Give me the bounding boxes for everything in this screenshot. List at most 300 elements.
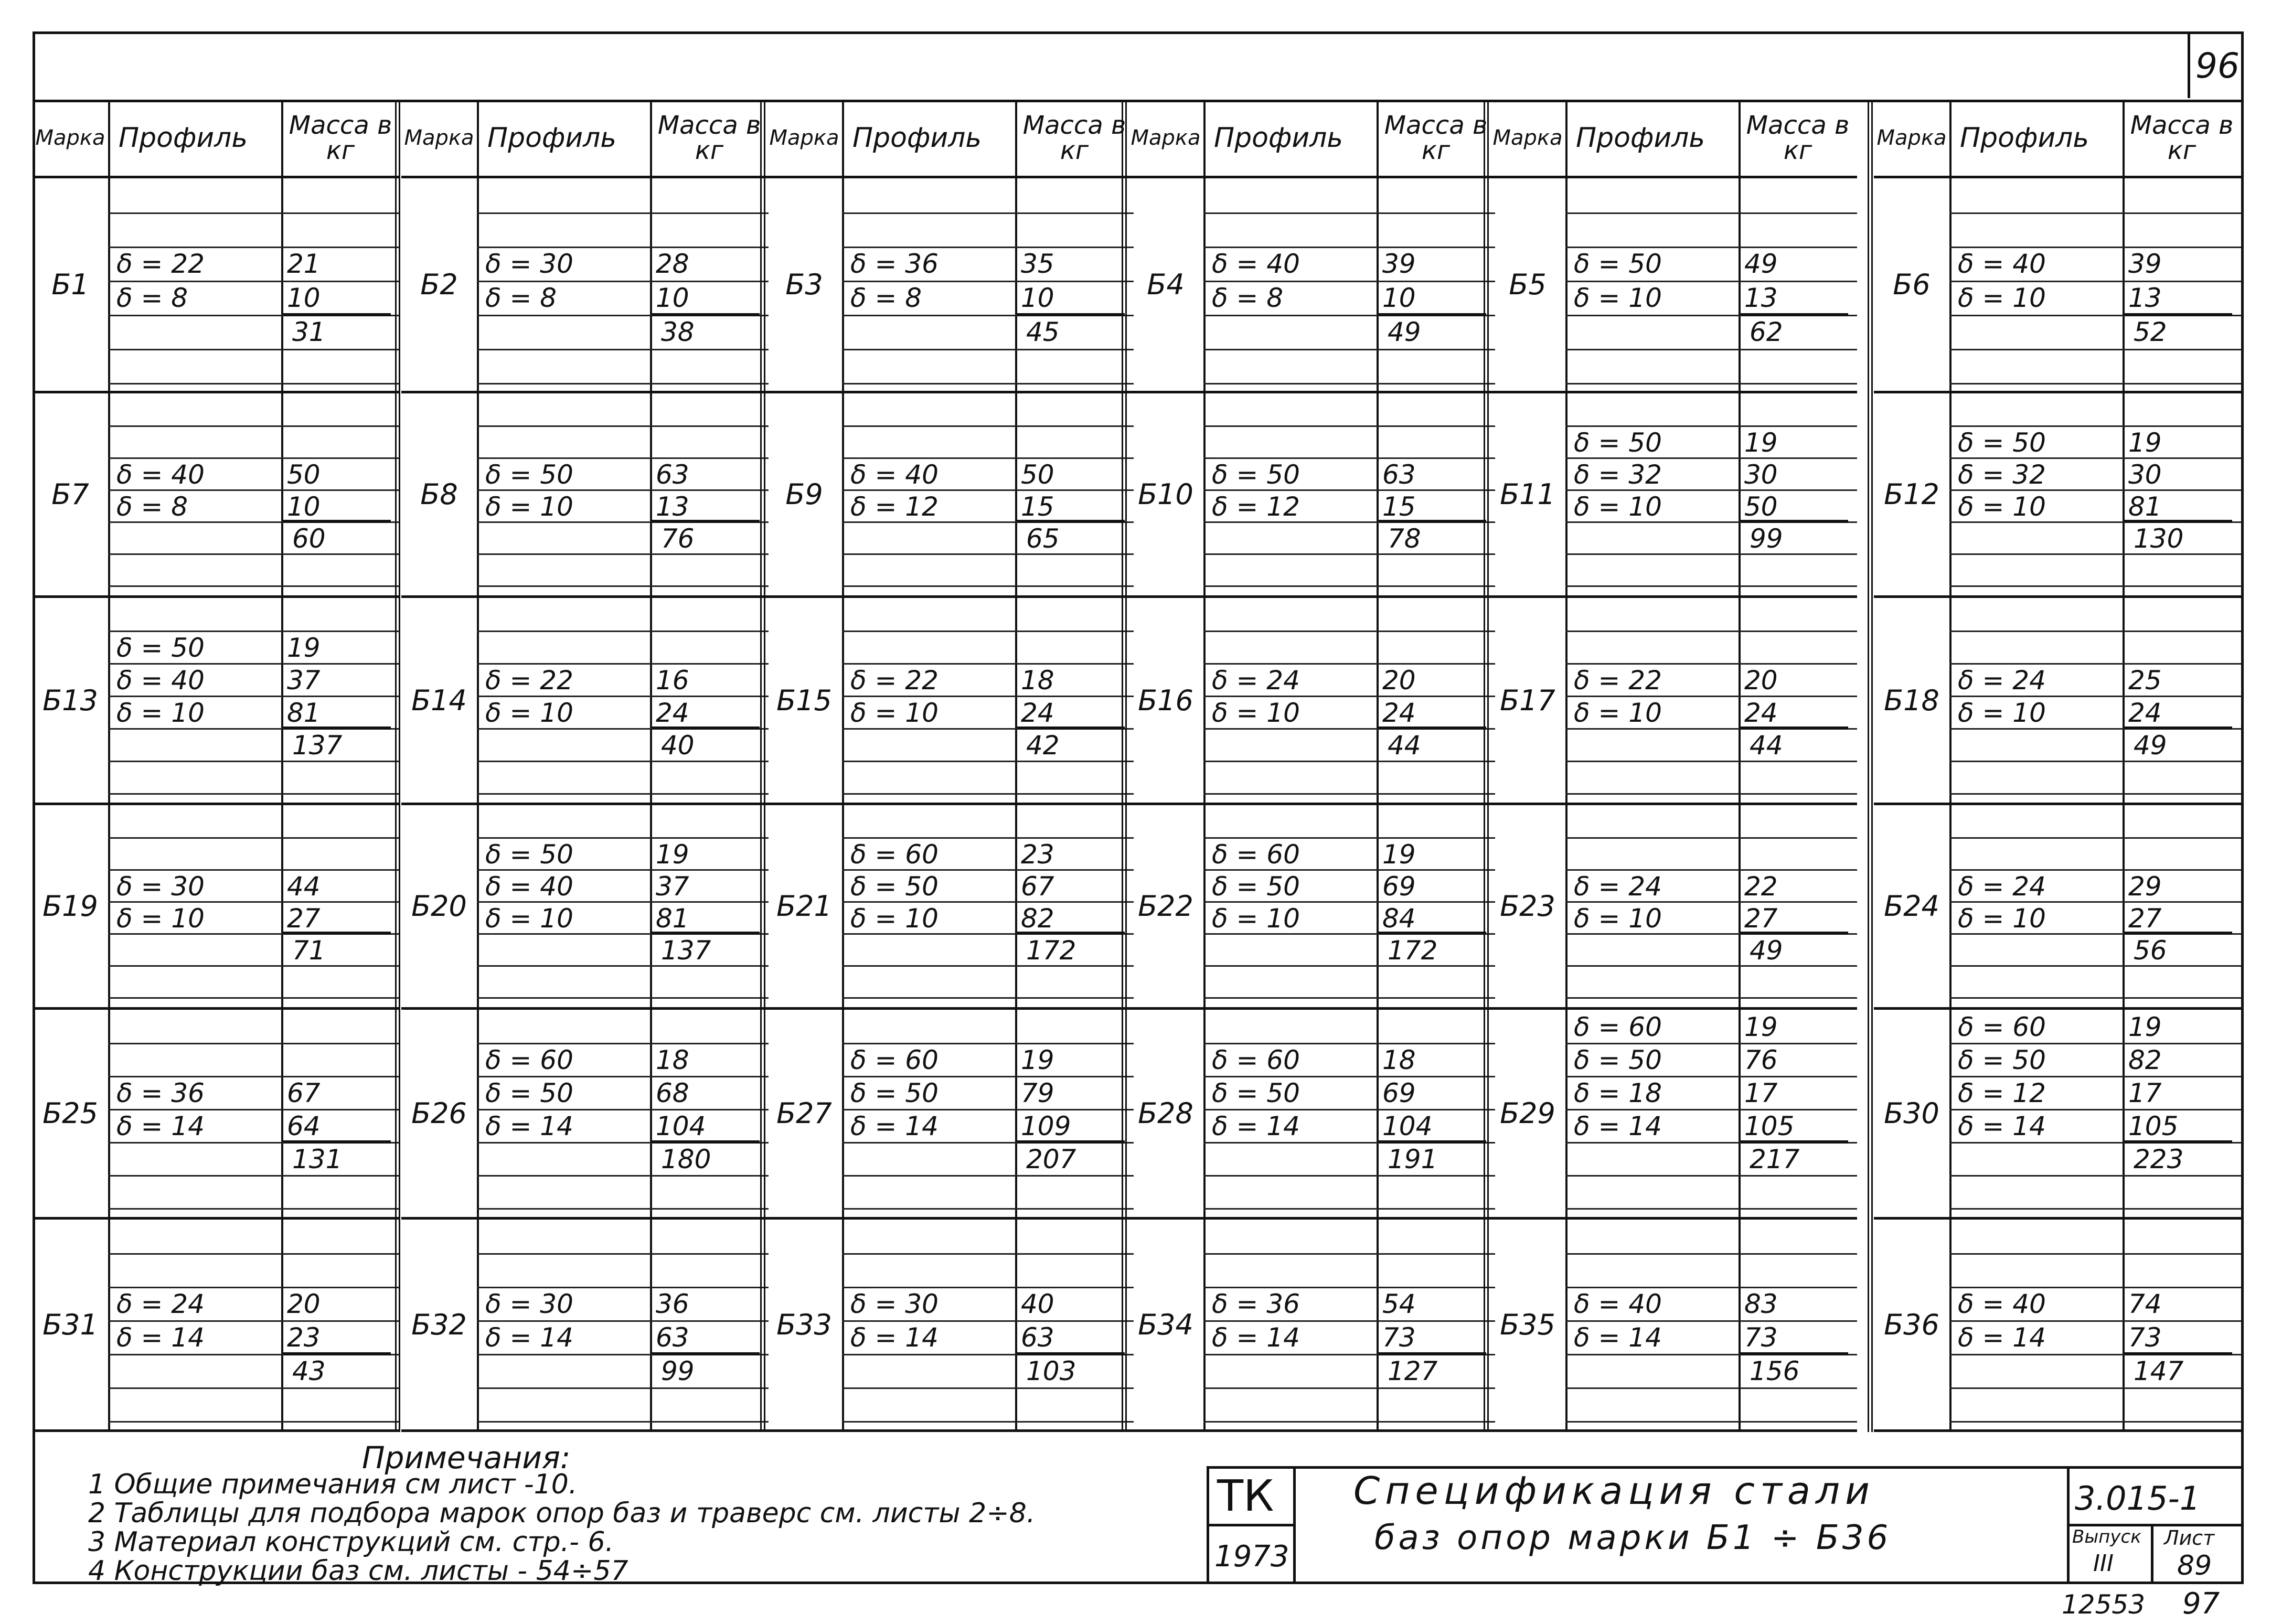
profile-value: δ = 50 — [850, 871, 939, 902]
mark-group — [766, 1220, 1134, 1432]
mass-value: 10 — [656, 283, 689, 313]
profile-value: δ = 10 — [116, 903, 205, 934]
profile-value: δ = 40 — [116, 665, 205, 696]
row-rule — [108, 1320, 400, 1322]
mark-group — [1490, 805, 1857, 1010]
profile-value: δ = 10 — [485, 903, 573, 934]
header-mark: Марка — [1492, 125, 1563, 150]
row-rule — [108, 1253, 400, 1255]
mass-value: 79 — [1021, 1078, 1054, 1108]
issue-number: III — [2093, 1550, 2114, 1577]
profile-value: δ = 14 — [1574, 1322, 1662, 1353]
header-profile: Профиль — [1960, 122, 2089, 154]
mark-label: Б34 — [1138, 1308, 1193, 1341]
mark-label: Б29 — [1500, 1097, 1555, 1130]
sheet-label: Лист — [2164, 1526, 2215, 1550]
mass-total: 172 — [1026, 935, 1076, 966]
row-rule — [1203, 1253, 1495, 1255]
row-rule — [1565, 696, 1857, 697]
mass-value: 63 — [656, 460, 689, 490]
mark-label: Б25 — [42, 1097, 98, 1130]
mass-value: 67 — [287, 1078, 321, 1108]
mass-value: 24 — [2128, 698, 2162, 728]
row-rule — [1203, 837, 1495, 839]
row-rule — [1565, 1109, 1857, 1110]
mass-total: 191 — [1388, 1144, 1438, 1174]
profile-value: δ = 12 — [1958, 1078, 2046, 1108]
row-rule — [1949, 553, 2241, 555]
mass-value: 24 — [1021, 698, 1054, 728]
row-rule — [108, 1175, 400, 1177]
row-rule — [108, 281, 400, 282]
row-rule — [842, 425, 1134, 427]
header-mark: Марка — [769, 125, 839, 150]
sum-rule — [2125, 520, 2232, 523]
profile-value: δ = 8 — [116, 283, 188, 313]
profile-value: δ = 36 — [850, 249, 939, 279]
mass-total: 42 — [1026, 730, 1060, 761]
mass-total: 71 — [292, 935, 326, 966]
row-rule — [1203, 631, 1495, 632]
mass-value: 73 — [1382, 1322, 1416, 1353]
row-rule — [1565, 1387, 1857, 1389]
mass-value: 23 — [1021, 839, 1054, 870]
mark-group — [766, 805, 1134, 1010]
header-mark: Марка — [35, 125, 105, 150]
mark-label: Б33 — [776, 1308, 832, 1341]
mass-total: 60 — [292, 523, 326, 554]
note-2: 2 Таблицы для подбора марок опор баз и траверс см. листы 2÷8. — [88, 1498, 1036, 1529]
row-rule — [477, 793, 769, 795]
mass-value: 84 — [1382, 903, 1416, 934]
mark-group — [33, 393, 400, 598]
mark-group — [401, 1220, 769, 1432]
profile-value: δ = 12 — [1212, 492, 1300, 522]
row-rule — [477, 1320, 769, 1322]
row-rule — [477, 1043, 769, 1044]
row-rule — [477, 383, 769, 384]
mass-value: 27 — [287, 903, 321, 934]
row-rule — [1203, 1320, 1495, 1322]
title-year: 1973 — [1214, 1540, 1289, 1574]
row-rule — [1203, 997, 1495, 999]
row-rule — [1203, 1076, 1495, 1077]
row-rule — [1949, 869, 2241, 871]
mark-label: Б18 — [1884, 683, 1939, 717]
profile-value: δ = 30 — [116, 871, 205, 902]
header-mass: Масса в кг — [289, 110, 392, 165]
mark-label: Б35 — [1500, 1308, 1555, 1341]
mass-value: 35 — [1021, 249, 1054, 279]
row-rule — [1565, 1421, 1857, 1423]
profile-value: δ = 14 — [850, 1111, 939, 1141]
mass-total: 103 — [1026, 1356, 1076, 1386]
profile-value: δ = 10 — [1958, 283, 2046, 313]
profile-value: δ = 40 — [1212, 249, 1300, 279]
profile-value: δ = 10 — [485, 492, 573, 522]
mark-label: Б13 — [42, 683, 98, 717]
header-profile: Профиль — [119, 122, 248, 154]
profile-value: δ = 18 — [1574, 1078, 1662, 1108]
row-rule — [108, 965, 400, 967]
mark-group — [1490, 178, 1857, 393]
mark-group — [1490, 393, 1857, 598]
sum-rule — [283, 726, 391, 730]
footer-page: 97 — [2182, 1587, 2220, 1621]
row-rule — [1949, 1287, 2241, 1288]
title-org: ТК — [1217, 1471, 1274, 1521]
profile-value: δ = 10 — [1958, 492, 2046, 522]
row-rule — [1203, 663, 1495, 665]
mark-label: Б19 — [42, 890, 98, 923]
mass-value: 25 — [2128, 665, 2162, 696]
row-rule — [842, 247, 1134, 248]
mass-value: 40 — [1021, 1289, 1054, 1319]
mass-value: 104 — [656, 1111, 706, 1141]
sum-rule — [1379, 313, 1486, 316]
row-rule — [842, 1175, 1134, 1177]
mass-value: 17 — [1744, 1078, 1778, 1108]
row-rule — [108, 553, 400, 555]
profile-value: δ = 12 — [850, 492, 939, 522]
sum-rule — [283, 932, 391, 935]
row-rule — [1203, 383, 1495, 384]
row-rule — [1203, 585, 1495, 587]
title-line2: баз опор марки Б1 ÷ Б36 — [1374, 1519, 1892, 1557]
mass-total: 137 — [661, 935, 711, 966]
profile-value: δ = 8 — [485, 283, 557, 313]
mass-total: 38 — [661, 317, 695, 347]
mark-group — [401, 805, 769, 1010]
row-rule — [1203, 1287, 1495, 1288]
mass-value: 10 — [287, 283, 321, 313]
mass-value: 36 — [656, 1289, 689, 1319]
sum-rule — [1017, 1352, 1125, 1355]
mass-total: 127 — [1388, 1356, 1438, 1386]
spec-column — [1490, 100, 1874, 1432]
mass-value: 63 — [656, 1322, 689, 1353]
column-divider — [1122, 100, 1127, 1432]
row-rule — [1949, 793, 2241, 795]
row-rule — [1565, 425, 1857, 427]
row-rule — [1203, 1208, 1495, 1210]
mass-total: 52 — [2134, 317, 2167, 347]
profile-value: δ = 10 — [1212, 903, 1300, 934]
mass-total: 99 — [661, 1356, 695, 1386]
row-rule — [842, 212, 1134, 214]
notes-heading: Примечания: — [362, 1440, 571, 1476]
doc-code: 3.015-1 — [2075, 1479, 2201, 1518]
sum-rule — [1017, 726, 1125, 730]
profile-value: δ = 14 — [1958, 1111, 2046, 1141]
profile-value: δ = 50 — [1574, 428, 1662, 458]
header-profile: Профиль — [852, 122, 982, 154]
mass-value: 76 — [1744, 1045, 1778, 1075]
mass-value: 27 — [1744, 903, 1778, 934]
mass-total: 45 — [1026, 317, 1060, 347]
header-mark: Марка — [1876, 125, 1947, 150]
row-rule — [842, 281, 1134, 282]
mark-group — [1874, 1220, 2241, 1432]
row-rule — [1949, 696, 2241, 697]
header-mass: Масса в кг — [1746, 110, 1850, 165]
row-rule — [108, 869, 400, 871]
row-rule — [108, 1287, 400, 1288]
mass-total: 49 — [1750, 935, 1783, 966]
row-rule — [1203, 425, 1495, 427]
mark-label: Б22 — [1138, 890, 1193, 923]
spec-column — [33, 100, 401, 1432]
profile-value: δ = 60 — [1574, 1012, 1662, 1042]
mark-group — [1128, 393, 1495, 598]
row-rule — [842, 761, 1134, 762]
mass-value: 81 — [2128, 492, 2162, 522]
mass-value: 39 — [2128, 249, 2162, 279]
mark-group — [1874, 805, 2241, 1010]
mark-label: Б30 — [1884, 1097, 1939, 1130]
profile-value: δ = 22 — [485, 665, 573, 696]
row-rule — [108, 663, 400, 665]
mass-value: 17 — [2128, 1078, 2162, 1108]
profile-value: δ = 60 — [485, 1045, 573, 1075]
row-rule — [108, 383, 400, 384]
row-rule — [1949, 1208, 2241, 1210]
sum-rule — [283, 520, 391, 523]
header-mass: Масса в кг — [1384, 110, 1488, 165]
mass-value: 64 — [287, 1111, 321, 1141]
header-profile: Профиль — [1576, 122, 1705, 154]
mass-value: 50 — [287, 460, 321, 490]
note-3: 3 Материал конструкций см. стр.- 6. — [88, 1526, 614, 1558]
row-rule — [477, 1076, 769, 1077]
mark-group — [766, 598, 1134, 805]
mark-group — [766, 178, 1134, 393]
row-rule — [108, 247, 400, 248]
row-rule — [108, 1076, 400, 1077]
mass-value: 73 — [2128, 1322, 2162, 1353]
mass-value: 104 — [1382, 1111, 1433, 1141]
row-rule — [1949, 1175, 2241, 1177]
mass-total: 31 — [292, 317, 326, 347]
row-rule — [1565, 1253, 1857, 1255]
row-rule — [108, 457, 400, 459]
profile-value: δ = 10 — [1574, 492, 1662, 522]
mark-label: Б3 — [785, 268, 823, 301]
header-mark: Марка — [404, 125, 474, 150]
mass-value: 69 — [1382, 871, 1416, 902]
mass-value: 74 — [2128, 1289, 2162, 1319]
row-rule — [1949, 837, 2241, 839]
profile-value: δ = 50 — [1212, 460, 1300, 490]
row-rule — [1203, 793, 1495, 795]
row-rule — [842, 696, 1134, 697]
row-rule — [1949, 1253, 2241, 1255]
row-rule — [1203, 349, 1495, 350]
mark-group — [1874, 393, 2241, 598]
profile-value: δ = 30 — [485, 249, 573, 279]
row-rule — [108, 997, 400, 999]
mark-label: Б17 — [1500, 683, 1555, 717]
mass-value: 19 — [1744, 428, 1778, 458]
mass-value: 29 — [2128, 871, 2162, 902]
mark-group — [1490, 1010, 1857, 1220]
mass-value: 16 — [656, 665, 689, 696]
row-rule — [1565, 1043, 1857, 1044]
spec-column — [1128, 100, 1490, 1432]
column-header — [1874, 100, 2241, 178]
profile-value: δ = 40 — [1958, 1289, 2046, 1319]
profile-value: δ = 50 — [1574, 1045, 1662, 1075]
mass-value: 50 — [1744, 492, 1778, 522]
profile-value: δ = 50 — [116, 633, 205, 663]
mark-group — [401, 598, 769, 805]
row-rule — [842, 1109, 1134, 1110]
mass-total: 43 — [292, 1356, 326, 1386]
mark-label: Б32 — [411, 1308, 467, 1341]
profile-value: δ = 32 — [1574, 460, 1662, 490]
row-rule — [477, 631, 769, 632]
mass-value: 19 — [1021, 1045, 1054, 1075]
profile-value: δ = 50 — [1958, 1045, 2046, 1075]
sum-rule — [1017, 932, 1125, 935]
row-rule — [842, 349, 1134, 350]
column-divider — [395, 100, 400, 1432]
profile-value: δ = 32 — [1958, 460, 2046, 490]
sum-rule — [1017, 1140, 1125, 1144]
row-rule — [1949, 997, 2241, 999]
note-1: 1 Общие примечания см лист -10. — [88, 1469, 578, 1500]
row-rule — [1949, 247, 2241, 248]
row-rule — [1565, 1076, 1857, 1077]
title-line1: Спецификация стали — [1353, 1469, 1875, 1513]
sheet-number: 96 — [2188, 33, 2245, 98]
mark-label: Б21 — [776, 890, 832, 923]
mass-value: 15 — [1021, 492, 1054, 522]
row-rule — [477, 1387, 769, 1389]
row-rule — [477, 965, 769, 967]
profile-value: δ = 60 — [1212, 839, 1300, 870]
column-header — [401, 100, 769, 178]
profile-value: δ = 50 — [1212, 1078, 1300, 1108]
row-rule — [1949, 1076, 2241, 1077]
mass-total: 49 — [1388, 317, 1421, 347]
row-rule — [1565, 281, 1857, 282]
sum-rule — [2125, 1352, 2232, 1355]
row-rule — [477, 281, 769, 282]
profile-value: δ = 8 — [116, 492, 188, 522]
mass-total: 130 — [2134, 523, 2184, 554]
sum-rule — [1379, 520, 1486, 523]
mass-value: 20 — [287, 1289, 321, 1319]
mass-total: 180 — [661, 1144, 711, 1174]
row-rule — [842, 997, 1134, 999]
mass-total: 44 — [1750, 730, 1783, 761]
profile-value: δ = 24 — [1574, 871, 1662, 902]
row-rule — [842, 1043, 1134, 1044]
mass-total: 217 — [1750, 1144, 1800, 1174]
sum-rule — [1379, 726, 1486, 730]
row-rule — [477, 1421, 769, 1423]
row-rule — [477, 1287, 769, 1288]
profile-value: δ = 14 — [850, 1322, 939, 1353]
mark-label: Б10 — [1138, 478, 1193, 511]
row-rule — [108, 793, 400, 795]
row-rule — [108, 1208, 400, 1210]
profile-value: δ = 10 — [1574, 698, 1662, 728]
profile-value: δ = 30 — [850, 1289, 939, 1319]
mass-value: 83 — [1744, 1289, 1778, 1319]
spec-column — [766, 100, 1128, 1432]
sum-rule — [1741, 932, 1848, 935]
mass-value: 37 — [287, 665, 321, 696]
sheet-value: 89 — [2177, 1550, 2212, 1582]
row-rule — [1949, 631, 2241, 632]
mark-group — [1874, 178, 2241, 393]
row-rule — [842, 1421, 1134, 1423]
mark-group — [33, 1010, 400, 1220]
row-rule — [1949, 1421, 2241, 1423]
row-rule — [1565, 349, 1857, 350]
profile-value: δ = 10 — [1212, 698, 1300, 728]
row-rule — [1565, 553, 1857, 555]
row-rule — [1565, 761, 1857, 762]
mark-label: Б9 — [785, 478, 823, 511]
row-rule — [1949, 425, 2241, 427]
mass-value: 18 — [656, 1045, 689, 1075]
mass-value: 30 — [1744, 460, 1778, 490]
mass-value: 19 — [1382, 839, 1416, 870]
mark-group — [1874, 1010, 2241, 1220]
issue-label: Выпуск — [2072, 1526, 2141, 1547]
mark-group — [1128, 1010, 1495, 1220]
mark-label: Б15 — [776, 683, 832, 717]
row-rule — [477, 837, 769, 839]
row-rule — [108, 1109, 400, 1110]
mass-value: 19 — [656, 839, 689, 870]
profile-value: δ = 60 — [850, 839, 939, 870]
mark-group — [1128, 1220, 1495, 1432]
mass-value: 73 — [1744, 1322, 1778, 1353]
sum-rule — [1017, 313, 1125, 316]
mass-value: 19 — [2128, 428, 2162, 458]
mark-group — [766, 393, 1134, 598]
header-mark: Марка — [1131, 125, 1201, 150]
row-rule — [842, 663, 1134, 665]
mass-value: 105 — [1744, 1111, 1795, 1141]
sum-rule — [1741, 1352, 1848, 1355]
row-rule — [1203, 1043, 1495, 1044]
column-header — [33, 100, 400, 178]
profile-value: δ = 50 — [485, 460, 573, 490]
row-rule — [1203, 1421, 1495, 1423]
row-rule — [842, 1076, 1134, 1077]
row-rule — [1565, 837, 1857, 839]
profile-value: δ = 10 — [1958, 698, 2046, 728]
row-rule — [1203, 1109, 1495, 1110]
mark-label: Б11 — [1500, 478, 1555, 511]
profile-value: δ = 14 — [116, 1111, 205, 1141]
profile-value: δ = 50 — [485, 839, 573, 870]
column-header — [1128, 100, 1495, 178]
mass-value: 19 — [1744, 1012, 1778, 1042]
mass-value: 22 — [1744, 871, 1778, 902]
mass-total: 49 — [2134, 730, 2167, 761]
row-rule — [842, 553, 1134, 555]
row-rule — [1949, 383, 2241, 384]
row-rule — [1949, 585, 2241, 587]
mark-group — [1490, 1220, 1857, 1432]
mass-value: 27 — [2128, 903, 2162, 934]
